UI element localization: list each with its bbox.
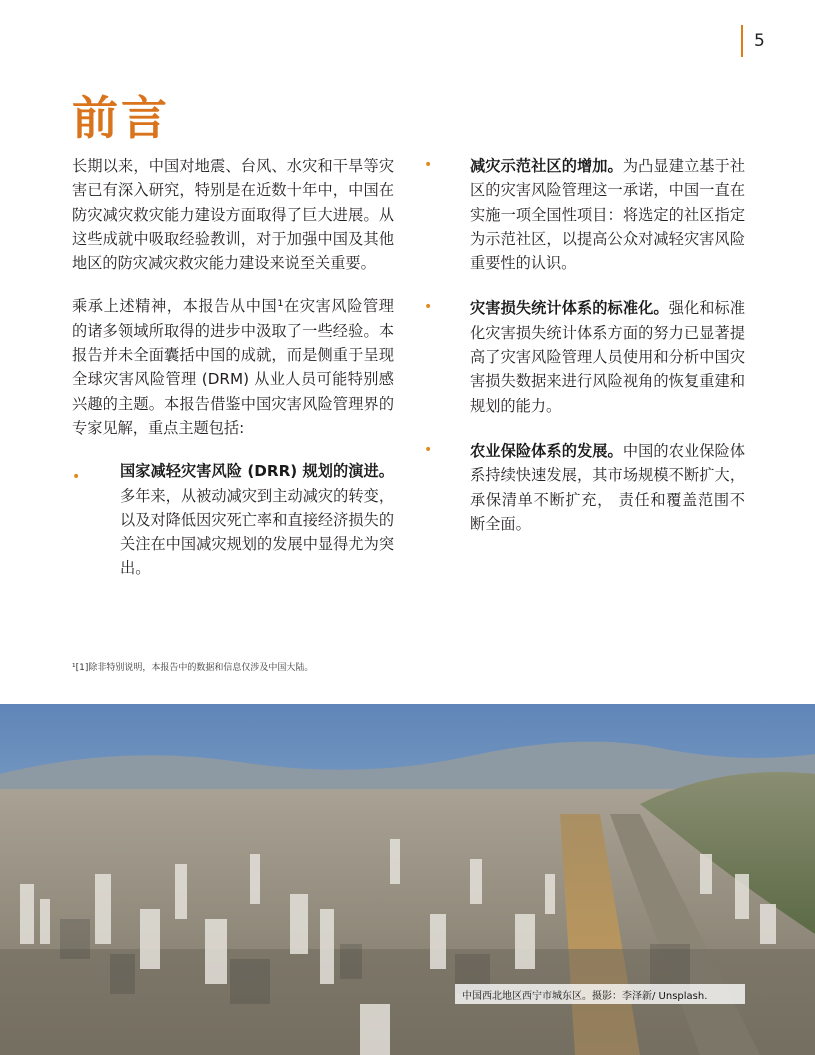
footnote: ¹[1]除非特别说明，本报告中的数据和信息仅涉及中国大陆。 — [72, 663, 314, 673]
bullet-heading: 农业保险体系的发展。 — [470, 441, 623, 460]
bullet-icon: • — [424, 299, 433, 316]
bullet-item — [424, 296, 746, 417]
bullet-text — [470, 439, 745, 536]
bullet-body: 多年来，从被动减灾到主动减灾的转变，以及对降低因灾死亡率和直接经济损失的关注在中国减灾规划的发展中显得尤为突出。 — [120, 486, 394, 578]
bullet-item — [72, 459, 394, 580]
bullet-text — [470, 154, 745, 275]
bullet-text — [120, 459, 394, 580]
bullet-body: 中国的农业保险体系持续快速发展，其市场规模不断扩大，承保清单不断扩充， 责任和覆盖范围不断全面。 — [470, 441, 746, 533]
intro-paragraph: 长期以来，中国对地震、台风、水灾和干旱等灾害已有深入研究，特别是在近数十年中，中国在防灾减灾救灾能力建设方面取得了巨大进展。从这些成就中吸取经验教训，对于加强中国及其他地区的防灾减灾救灾能力建设来说至关重要。 — [72, 157, 394, 273]
left-column — [72, 154, 394, 581]
bullet-heading: 减灾示范社区的增加。 — [470, 157, 623, 175]
page-title: 前言 — [72, 91, 170, 145]
photo-caption: 中国西北地区西宁市城东区。摄影：李泽新/ Unsplash. — [462, 991, 708, 1002]
bullet-heading: 国家减轻灾害风险 (DRR) 规划的演进。 — [120, 462, 394, 481]
context-paragraph: 乘承上述精神，本报告从中国¹在灾害风险管理的诸多领域所取得的进步中汲取了一些经验。本报告并未全面囊括中国的成就，而是侧重于呈现全球灾害风险管理 (DRM) 从业人员可能特别感兴趣的主题。本报告借鉴中国灾害风险管理界的专家见解，重点主题包括: — [72, 297, 394, 437]
bullet-item — [424, 154, 746, 275]
bullet-body: 强化和标准化灾害损失统计体系方面的努力已显著提高了灾害风险管理人员使用和分析中国灾害损失数据来进行风险视角的恢复重建和规划的能力。 — [470, 299, 746, 415]
page-number: 5 — [754, 31, 765, 51]
bullet-icon: • — [72, 469, 81, 486]
bullet-text — [470, 296, 745, 417]
bullet-item — [424, 439, 746, 536]
page-number-divider — [741, 25, 743, 57]
bullet-heading: 灾害损失统计体系的标准化。 — [470, 299, 669, 318]
right-column — [424, 154, 746, 557]
bullet-body: 为凸显建立基于社区的灾害风险管理这一承诺，中国一直在实施一项全国性项目：将选定的社区指定为示范社区，以提高公众对减轻灾害风险重要性的认识。 — [470, 157, 746, 273]
bullet-icon: • — [424, 157, 433, 173]
bullet-icon: • — [424, 441, 433, 458]
